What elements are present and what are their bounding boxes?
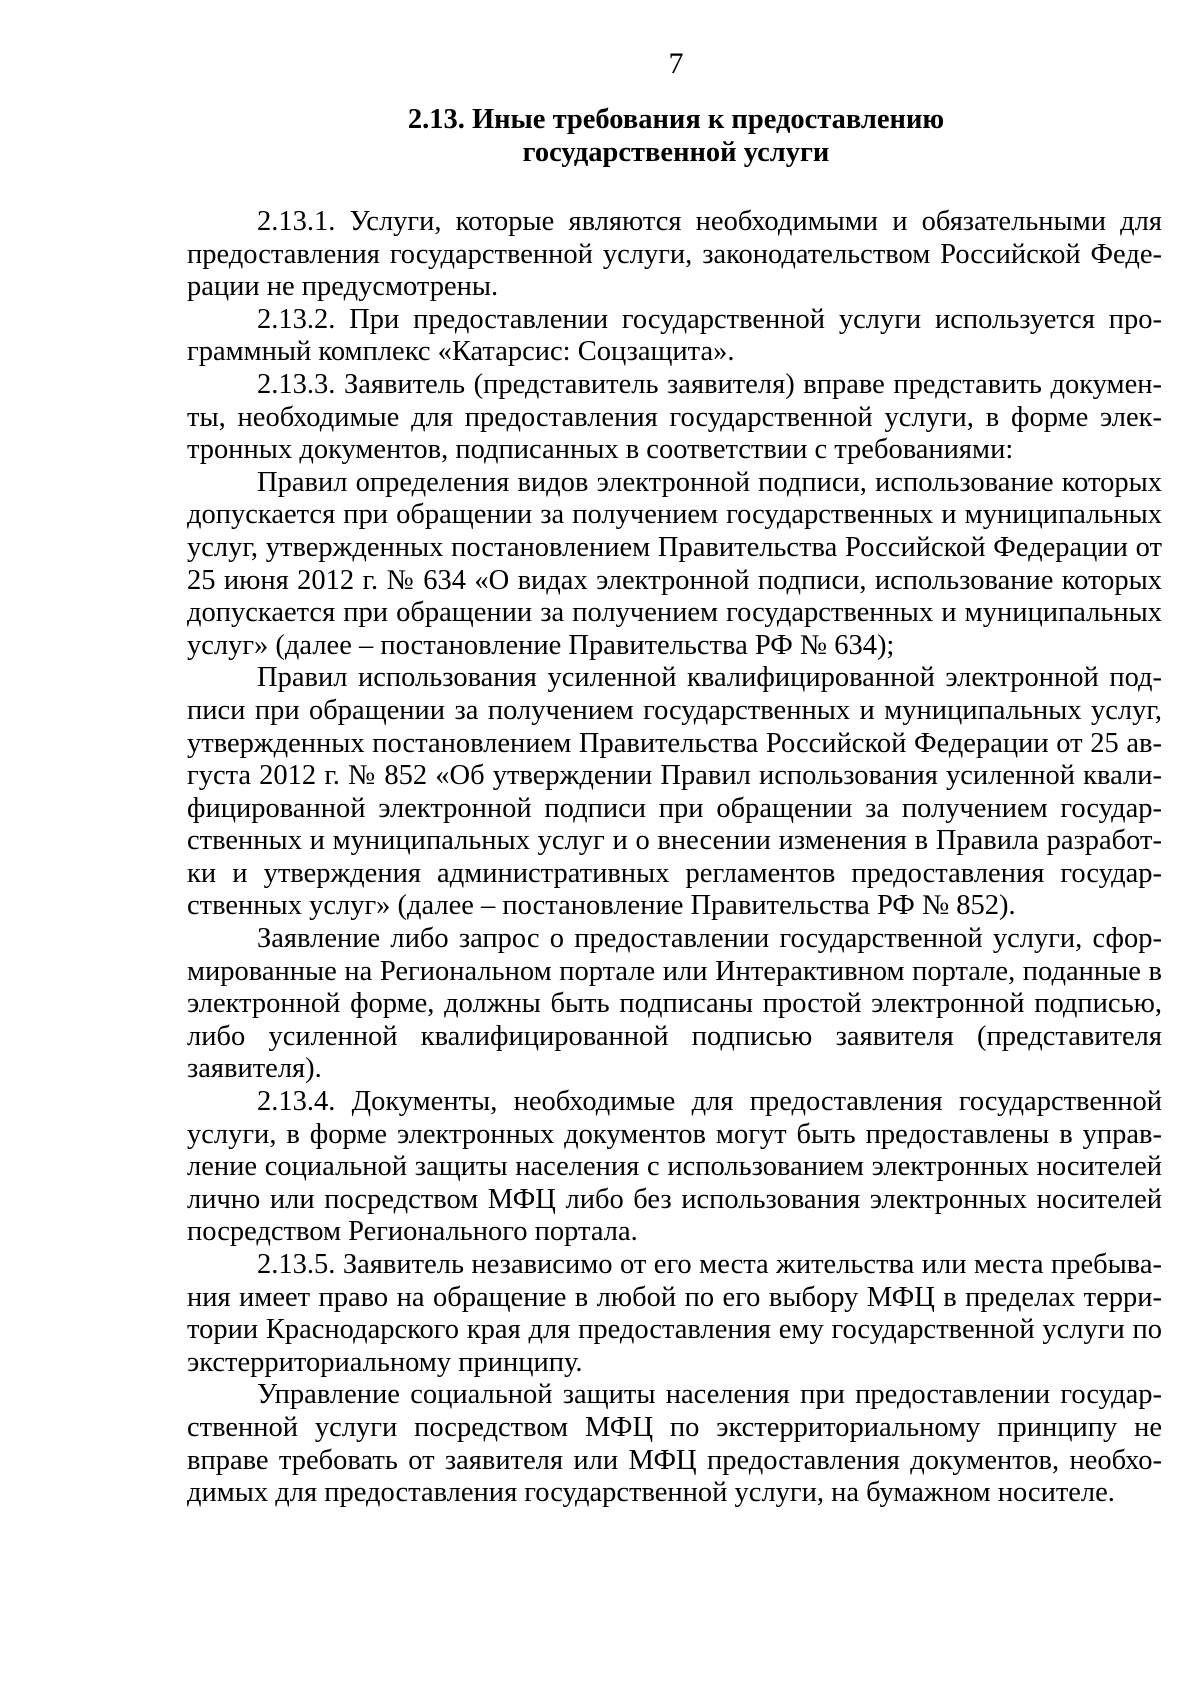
paragraph-2-13-4: 2.13.4. Документы, необходимые для предоставления государственной услуги, в форме электронных документов могут быть предоставлены в управление социальной защиты населения с использованием электронных носителей лично или посредством МФЦ либо без использования электронных носителей посредством Регионального портала. xyxy=(187,1086,1162,1248)
section-title-line-2: государственной услуги xyxy=(522,137,830,168)
paragraph-2-13-5: 2.13.5. Заявитель независимо от его места жительства или места пребывания имеет право на обращение в любой по его выбору МФЦ в пределах территории Краснодарского края для предоставления ему государственной услуги по экстерриториальному принципу. xyxy=(187,1249,1162,1378)
paragraph-extraterritorial: Управление социальной защиты населения при предоставлении государственной услуги посредством МФЦ по экстерриториальному принципу не вправе требовать от заявителя или МФЦ предоставления документов, необходимых для предоставления государственной услуги, на бумажном носителе. xyxy=(187,1379,1162,1509)
paragraph-2-13-1: 2.13.1. Услуги, которые являются необходимыми и обязательными для предоставления государственной услуги, законодательством Российской Федерации не предусмотрены. xyxy=(187,206,1162,303)
paragraph-2-13-3: 2.13.3. Заявитель (представитель заявителя) вправе представить документы, необходимые для предоставления государственной услуги, в форме электронных документов, подписанных в соответствии с требованиями: xyxy=(187,368,1162,466)
section-heading xyxy=(76,103,1200,169)
section-title-line-1: 2.13. Иные требования к предоставлению xyxy=(407,104,945,135)
paragraph-rules-634: Правил определения видов электронной подписи, использование которых допускается при обращении за получением государственных и муниципальных услуг, утвержденных постановлением Правительства Российской Федерации от 25 июня 2012 г. № 634 «О видах электронной подписи, использование которых допускается при обращении за получением государственных и муниципальных услуг» (далее – постановление Правительства РФ № 634); xyxy=(187,466,1162,661)
page-number: 7 xyxy=(668,47,684,80)
paragraph-application-signature: Заявление либо запрос о предоставлении государственной услуги, сформированные на Региональном портале или Интерактивном портале, поданные в электронной форме, должны быть подписаны простой электронной подписью, либо усиленной квалифицированной подписью заявителя (представителя заявителя). xyxy=(187,923,1162,1085)
paragraph-2-13-2: 2.13.2. При предоставлении государственной услуги используется программный комплекс «Катарсис: Соцзащита». xyxy=(187,303,1162,368)
paragraph-rules-852: Правил использования усиленной квалифицированной электронной подписи при обращении за получением государственных и муниципальных услуг, утвержденных постановлением Правительства Российской Федерации от 25 августа 2012 г. № 852 «Об утверждении Правил использования усиленной квалифицированной электронной подписи при обращении за получением государственных и муниципальных услуг и о внесении изменения в Правила разработки и утверждения административных регламентов предоставления государственных услуг» (далее – постановление Правительства РФ № 852). xyxy=(187,662,1162,922)
document-body xyxy=(187,206,1162,1510)
